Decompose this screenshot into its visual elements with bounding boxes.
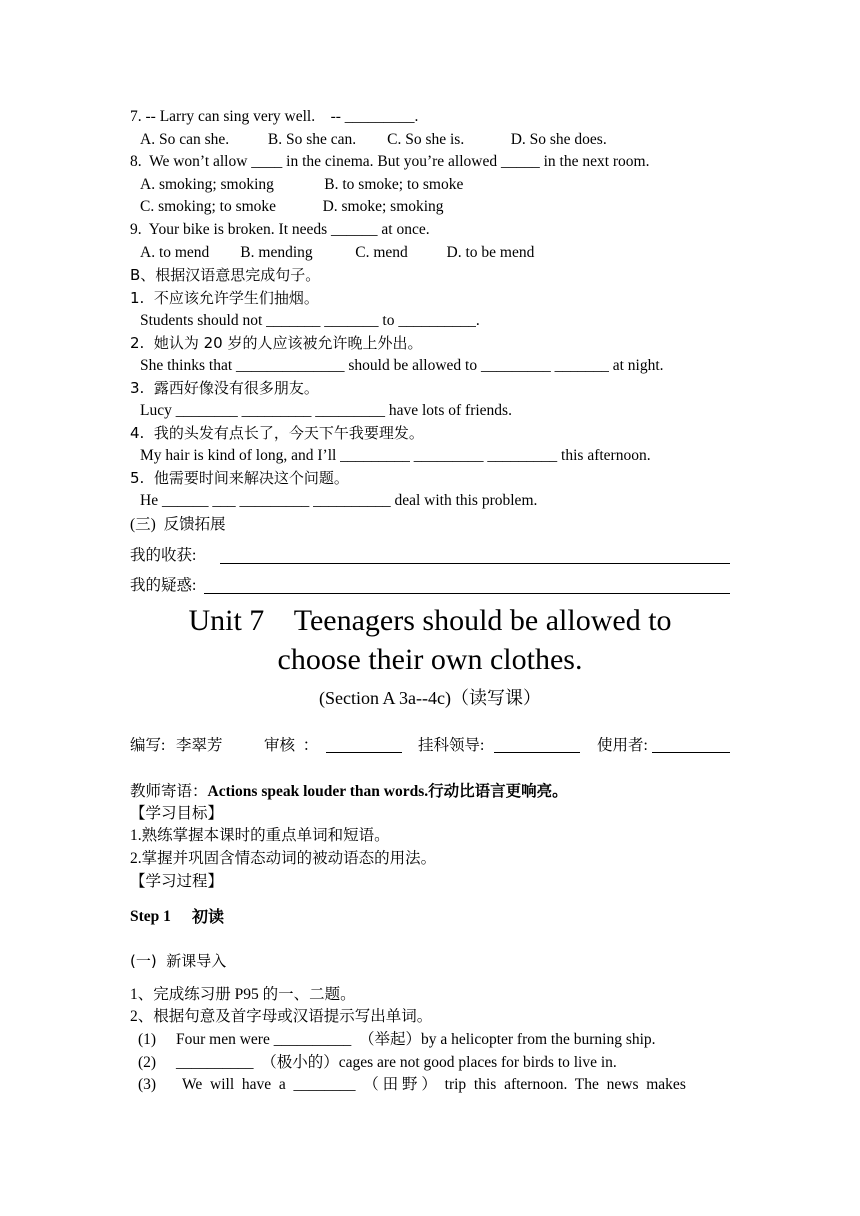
user-label: 使用者: [597,737,648,754]
section-b-item-5-cn: 5. 他需要时间来解决这个问题。 [130,469,349,487]
step-label: Step 1 [130,908,171,925]
leader-line [494,752,580,753]
section-b-item-1-en: Students should not _______ _______ to __________. [140,312,480,329]
objectives-heading: 【学习目标】 [130,805,224,822]
writer-label: 编写: [130,737,166,754]
process-heading: 【学习过程】 [130,873,224,890]
objective-1: 1.熟练掌握本课时的重点单词和短语。 [130,827,390,844]
feedback-heading: (三) 反馈拓展 [130,516,226,533]
section-b-item-2-en: She thinks that ______________ should be allowed to _________ _______ at night. [140,357,664,374]
unit-subtitle-en: (Section A 3a--4c) [319,688,451,708]
section-b-heading: B、根据汉语意思完成句子。 [130,266,321,284]
gains-label: 我的收获: [130,547,197,564]
question-7: 7. -- Larry can sing very well. -- _________. [130,108,419,125]
section-b-item-3-cn: 3. 露西好像没有很多朋友。 [130,379,319,397]
section-b-item-3-en: Lucy ________ _________ _________ have lots of friends. [140,402,512,419]
section-b-item-2-cn: 2. 她认为 20 岁的人应该被允许晚上外出。 [130,334,423,352]
question-9: 9. Your bike is broken. It needs ______ at once. [130,221,430,238]
teacher-note [130,782,568,802]
question-9-options: A. to mend B. mending C. mend D. to be mend [140,244,535,261]
reviewer-label: 审核 ： [264,737,319,754]
objective-2: 2.掌握并巩固含情态动词的被动语态的用法。 [130,850,437,867]
writer-name: 李翠芳 [176,737,223,754]
question-8: 8. We won’t allow ____ in the cinema. But you’re allowed _____ in the next room. [130,153,650,170]
doubts-label: 我的疑惑: [130,577,197,594]
section-b-item-5-en: He ______ ___ _________ __________ deal with this problem. [140,492,538,509]
sub-heading: (一) 新课导入 [130,952,227,970]
question-8-options-1: A. smoking; smoking B. to smoke; to smoke [140,176,464,193]
reviewer-line [326,752,402,753]
unit-subtitle-cn: （读写课） [450,688,541,709]
gains-answer-line [220,563,730,564]
user-line [652,752,730,753]
unit-subtitle [0,686,860,711]
unit-title-line-2: choose their own clothes. [277,643,583,676]
section-b-item-4-en: My hair is kind of long, and I’ll _________ _________ _________ this afternoon. [140,447,651,464]
fill-item-2-text: __________ （极小的）cages are not good places for birds to live in. [176,1054,617,1071]
doubts-answer-line [204,593,730,594]
leader-label: 挂科领导: [418,737,485,754]
step-title: 初读 [192,907,225,926]
section-b-item-1-cn: 1. 不应该允许学生们抽烟。 [130,289,319,307]
fill-item-2-num: (2) [138,1054,157,1071]
fill-item-3-text: We will have a ________ （ 田 野 ） trip this afternoon. The news makes [182,1076,686,1093]
fill-item-3-num: (3) [138,1076,157,1093]
teacher-note-label: 教师寄语： [130,783,208,800]
teacher-note-text: Actions speak louder than words.行动比语言更响亮。 [207,783,568,800]
section-b-item-4-cn: 4. 我的头发有点长了，今天下午我要理发。 [130,424,424,442]
question-8-options-2: C. smoking; to smoke D. smoke; smoking [140,198,444,215]
task-2: 2、根据句意及首字母或汉语提示写出单词。 [130,1008,433,1025]
unit-title-line-1: Unit 7 Teenagers should be allowed to [188,604,672,637]
fill-item-1-text: Four men were __________ （举起）by a helicopter from the burning ship. [176,1031,656,1048]
question-7-options: A. So can she. B. So she can. C. So she is. D. So she does. [140,131,607,148]
fill-item-1-num: (1) [138,1031,157,1048]
task-1: 1、完成练习册 P95 的一、二题。 [130,986,356,1003]
